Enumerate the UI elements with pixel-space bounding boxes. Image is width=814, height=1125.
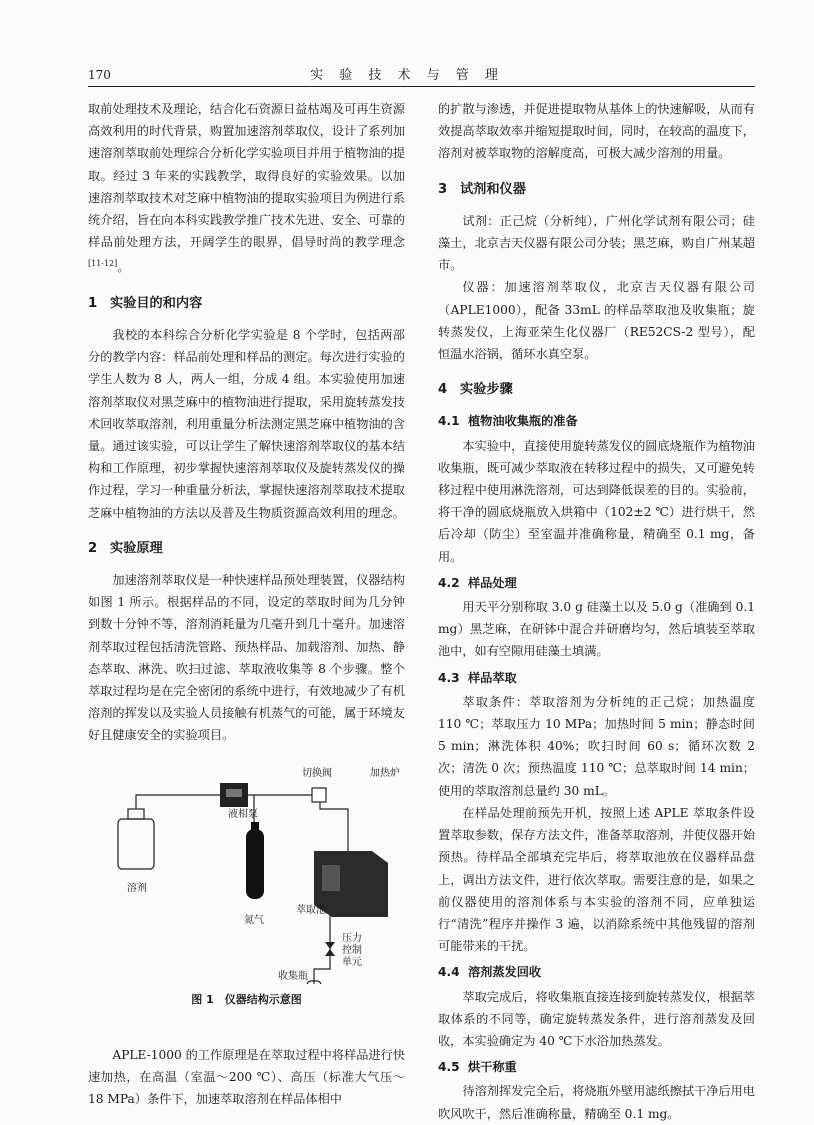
subsection-heading-4-1: 4.1 植物油收集瓶的准备: [438, 414, 578, 429]
subsection-4-4-paragraph: 萃取完成后，将收集瓶直接连接到旋转蒸发仪，根据萃取体系的不同等，确定旋转蒸发条件，进行溶剂蒸发及回收，本实验确定为 40 ℃下水浴加热蒸发。: [438, 989, 755, 1048]
principle-paragraph: APLE-1000 的工作原理是在萃取过程中将样品进行快速加热，在高温（室温～200 ℃）、高压（标准大气压～18 MPa）条件下，加速萃取溶剂在样品体相中: [88, 1047, 405, 1106]
tubing-line: [320, 795, 348, 851]
figure-1: [88, 759, 405, 1044]
pressure-valve-icon: [325, 942, 335, 949]
section-2-paragraph: 加速溶剂萃取仪是一种快速样品预处理装置，仪器结构如图 1 所示。根据样品的不同，设定的萃取时间为几分钟到数十分钟不等，溶剂消耗量为几毫升到几十毫升。加速溶剂萃取过程包括清洗管路、预热样品、加载溶剂、加热、静态萃取、淋洗、吹扫过滤、萃取液收集等 8 个步骤。整个萃取过程均是在完全密闭的系统中进行，有效地减少了有机溶剂的挥发以及实验人员接触有机蒸气的可能，属于环境友好且健康安全的实验项目。: [88, 572, 405, 743]
figure-caption: 图 1 仪器结构示意图: [191, 992, 302, 1006]
subsection-heading-4-5: 4.5 烘干称重: [438, 1060, 517, 1075]
bottle-cap-icon: [128, 809, 144, 819]
subsection-4-5-paragraph: 待溶剂挥发完全后，将烧瓶外壁用滤纸擦拭干净后用电吹风吹干，然后准确称量，精确至 0.1 mg。: [438, 1084, 755, 1121]
label-pump: 液相泵: [228, 808, 258, 820]
continued-paragraph: 的扩散与渗透，并促进提取物从基体上的快速解吸，从而有效提高萃取效率并缩短提取时间，同时，在较高的温度下，溶剂对被萃取物的溶解度高，可极大减少溶剂的用量。: [438, 102, 755, 161]
subsection-4-1-paragraph: 本实验中，直接使用旋转蒸发仪的圆底烧瓶作为植物油收集瓶，既可减少萃取液在转移过程中的损失，又可避免转移过程中使用淋洗溶剂，可达到降低误差的目的。实验前，将干净的圆底烧瓶放入烘箱中（102±2 ℃）进行烘干，然后冷却（防尘）至室温并准确称量，精确至 0.1 mg，备用。: [438, 438, 755, 564]
reagents-paragraph: 试剂：正己烷（分析纯），广州化学试剂有限公司；硅藻土，北京吉天仪器有限公司分装；黑芝麻，购自广州某超市。: [438, 213, 755, 273]
label-cell: 萃取池: [296, 904, 326, 916]
page-number: 170: [88, 68, 111, 82]
label-valve: 切换阀: [302, 767, 332, 779]
subsection-4-3-paragraph-1: 萃取条件：萃取溶剂为分析纯的正己烷；加热温度 110 ℃；萃取压力 10 MPa；加热时间 5 min；静态时间 5 min；淋洗体积 40%；吹扫时间 60 s；循环次数 2 次；清洗 0 次；预热温度 110 ℃；总萃取时间 14 min；使用的萃取溶剂总量约 30 mL。: [438, 694, 755, 798]
solvent-bottle-icon: [118, 819, 154, 869]
header-rule: [88, 86, 755, 87]
label-collection: 收集瓶: [278, 970, 308, 982]
section-heading-2: 2 实验原理: [88, 540, 163, 556]
left-column: [88, 98, 405, 1110]
section-heading-3: 3 试剂和仪器: [438, 181, 526, 197]
subsection-heading-4-3: 4.3 样品萃取: [438, 670, 517, 685]
instruments-paragraph: 仪器：加速溶剂萃取仪，北京吉天仪器有限公司（APLE1000），配备 33mL 的样品萃取池及收集瓶；旋转蒸发仪，上海亚荣生化仪器厂（RE52CS-2 型号），配恒温水浴锅，循环水真空泵。: [438, 280, 755, 362]
citation[interactable]: [11-12]: [88, 259, 118, 269]
subsection-heading-4-4: 4.4 溶剂蒸发回收: [438, 965, 542, 980]
right-column: [438, 98, 755, 1125]
intro-paragraph: 取前处理技术及理论，结合化石资源日益枯竭及可再生资源高效利用的时代背景，购置加速溶剂萃取仪，设计了系列加速溶剂萃取前处理综合分析化学实验项目并用于植物油的提取。经过 3 年来的实践教学，取得良好的实验效果。以加速溶剂萃取技术对芝麻中植物油的提取实验项目为例进行系统介绍，旨在向本科实践教学推广技术先进、安全、可靠的样品前处理方法，开阔学生的眼界，倡导时尚的教学理念[11-12]。: [88, 102, 405, 275]
subsection-heading-4-2: 4.2 样品处理: [438, 575, 517, 590]
label-solvent: 溶剂: [127, 882, 147, 894]
section-heading-1: 1 实验目的和内容: [88, 295, 203, 311]
tubing-line: [136, 795, 220, 809]
section-1-paragraph: 我校的本科综合分析化学实验是 8 个学时，包括两部分的教学内容：样品前处理和样品的测定。每次进行实验的学生人数为 8 人，两人一组，分成 4 组。本实验使用加速溶剂萃取仪对黑芝麻中的植物油进行提取，采用旋转蒸发技术回收萃取溶剂，利用重量分析法测定黑芝麻中植物油的含量。通过该实验，可以让学生了解快速溶剂萃取仪的基本结构和工作原理，初步掌握快速溶剂萃取仪及旋转蒸发仪的操作过程，学习一种重量分析法，掌握快速溶剂萃取技术提取芝麻中植物油的方法以及普及生物质资源高效利用的理念。: [88, 327, 405, 520]
subsection-4-3-paragraph-2: 在样品处理前预先开机，按照上述 APLE 萃取条件设置萃取参数，保存方法文件，准备萃取溶剂，并使仪器开始预热。待样品全部填充完毕后，将萃取池放在仪器样品盘上，调出方法文件，进行依次萃取。需要注意的是，如果之前仪器使用的溶剂体系与本实验的溶剂不同，应单独运行“清洗”程序并操作 3 遍，以消除系统中其他残留的溶剂可能带来的干扰。: [438, 805, 755, 954]
label-pressure-unit: 压力 控制 单元: [342, 932, 362, 968]
subsection-4-2-paragraph: 用天平分别称取 3.0 g 硅藻土以及 5.0 g（准确到 0.1 mg）黑芝麻，在研钵中混合并研磨均匀，然后填装至萃取池中，如有空隙用硅藻土填满。: [438, 600, 755, 659]
valve-icon: [312, 788, 326, 802]
label-oven: 加热炉: [370, 767, 400, 779]
extraction-cell-icon: [322, 865, 340, 891]
nitrogen-cylinder-icon: [246, 829, 264, 899]
section-heading-4: 4 实验步骤: [438, 382, 513, 398]
journal-title: 实 验 技 术 与 管 理: [310, 68, 504, 83]
label-nitrogen: 氮气: [244, 914, 264, 926]
